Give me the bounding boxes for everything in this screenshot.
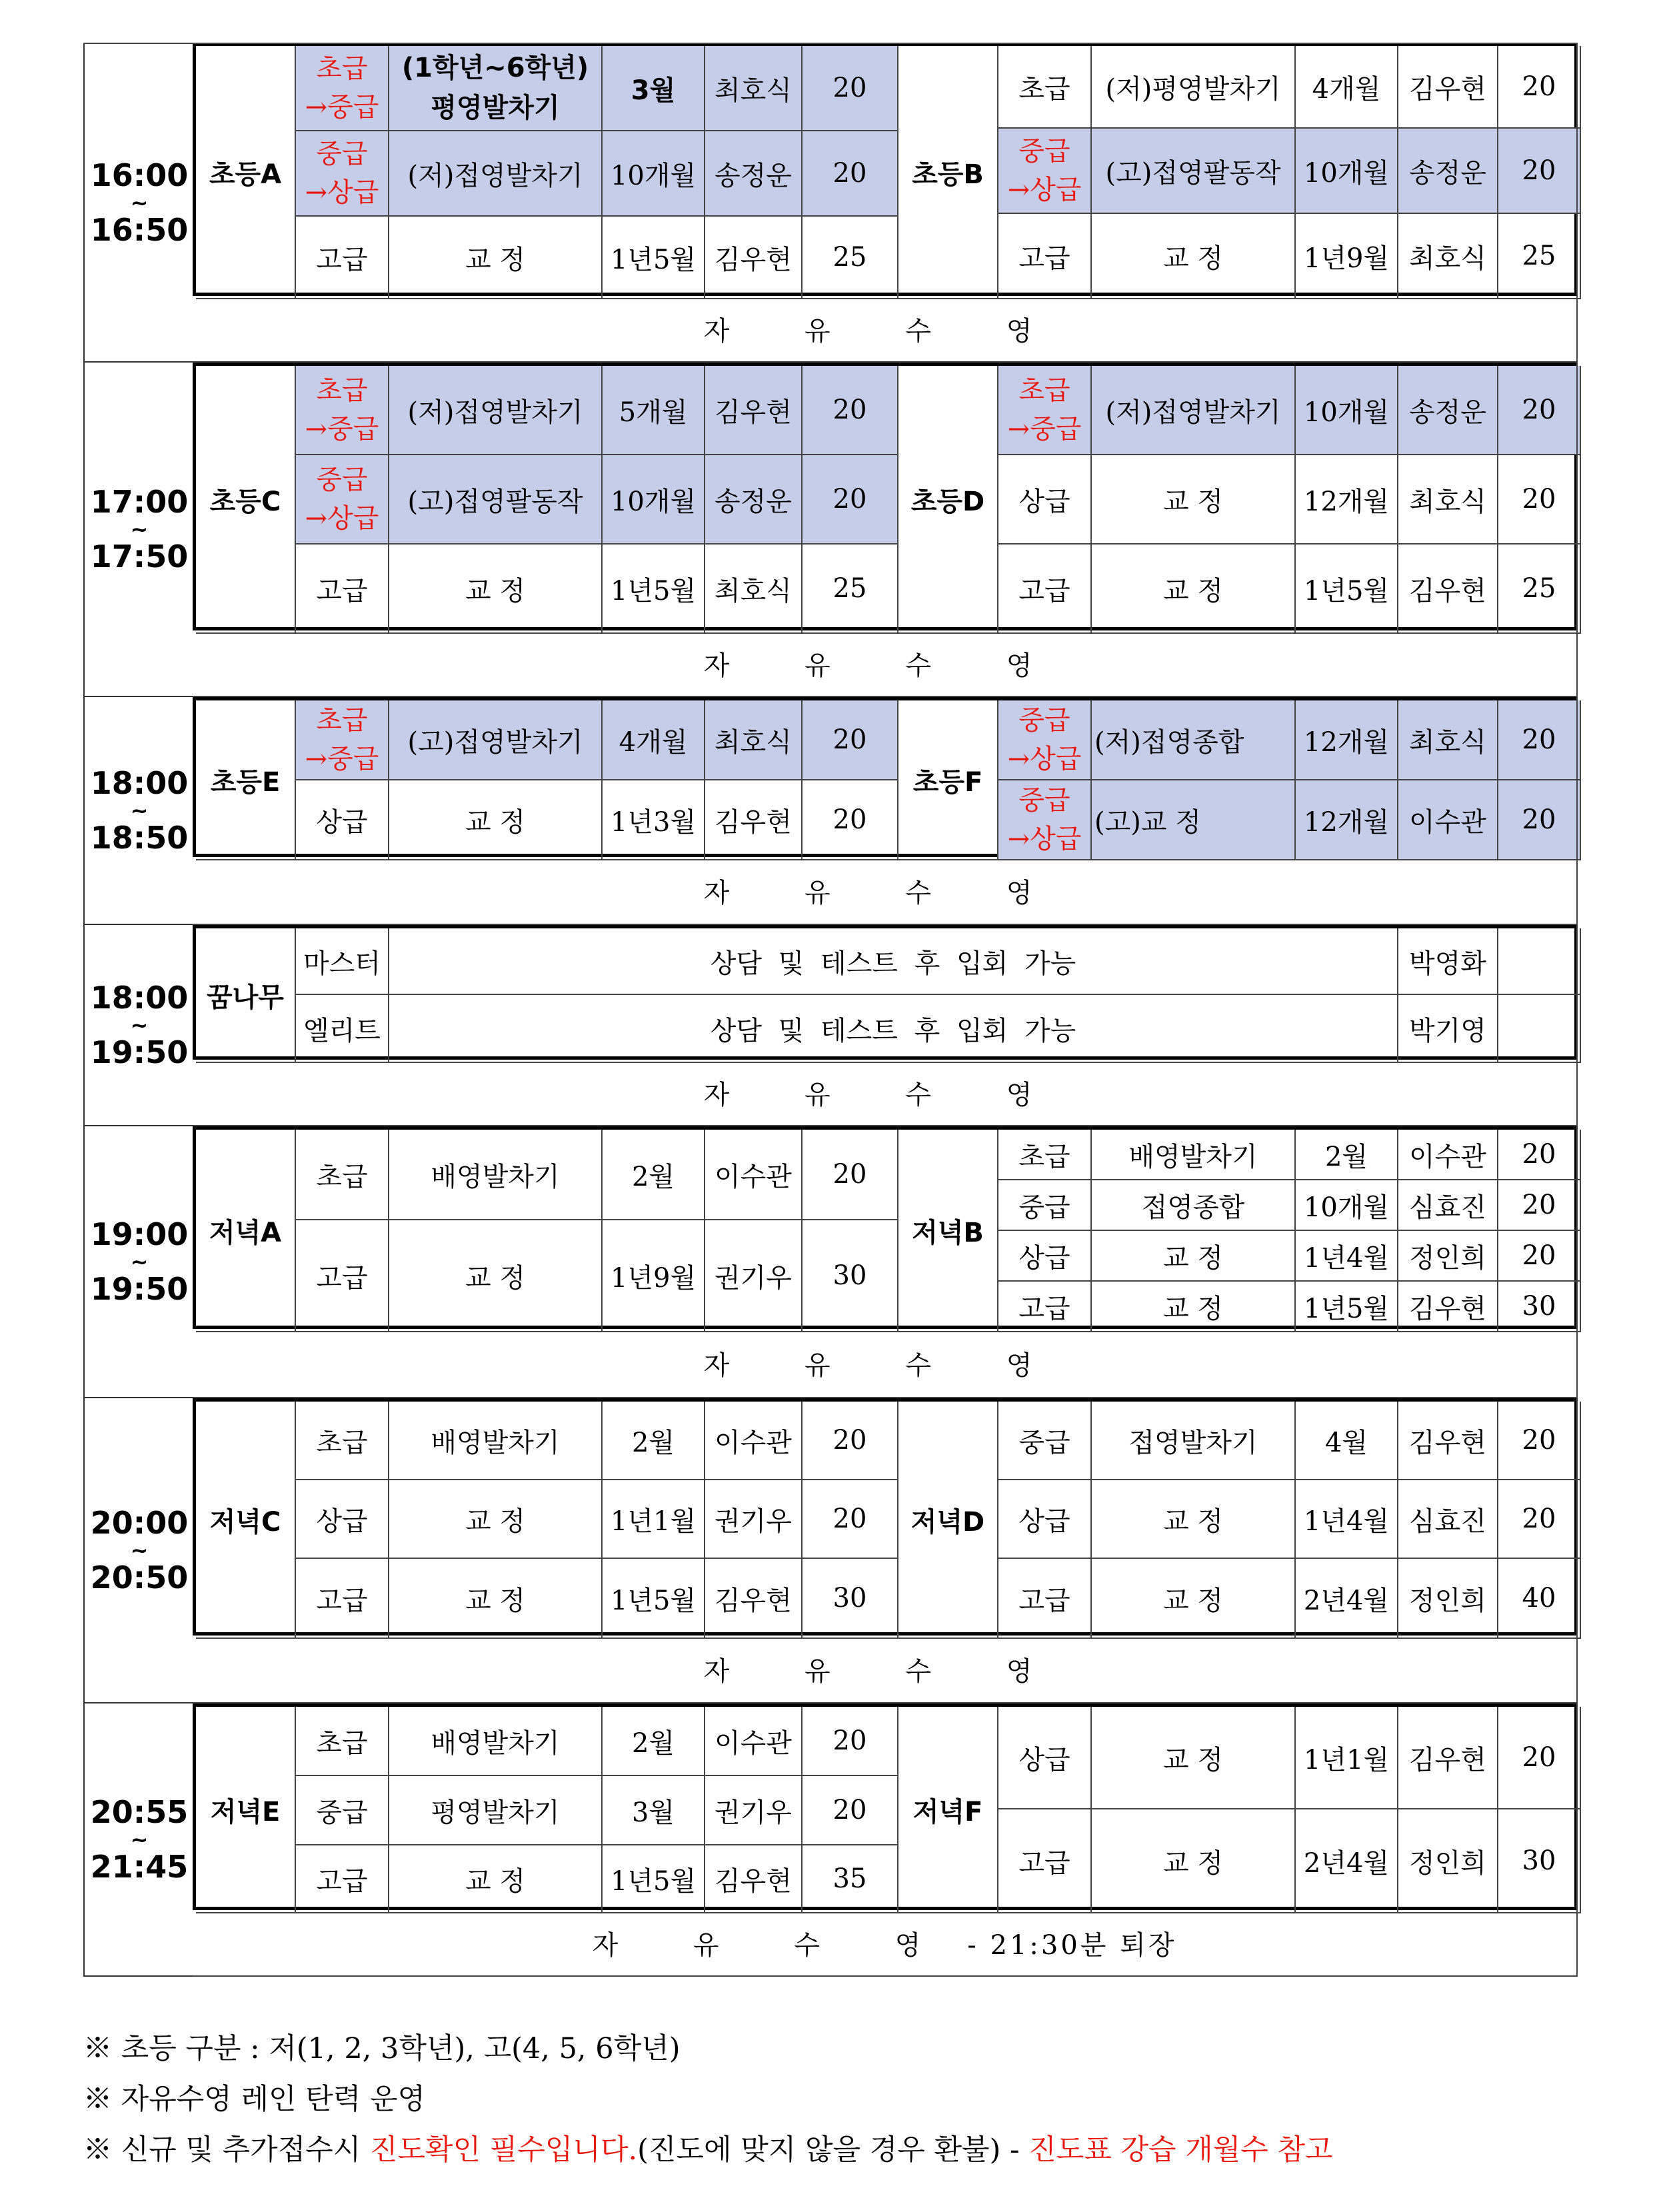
tilde: ~: [130, 1012, 149, 1038]
class-name: 저녁F: [898, 1707, 998, 1913]
end-time: 16:50: [90, 212, 189, 248]
note-lane-operation: ※ 자유수영 레인 탄력 운영: [83, 2083, 426, 2116]
duration: 4월: [1296, 1402, 1398, 1480]
note-progress-reference: 진도표 강습 개월수 참고: [1028, 2133, 1333, 2167]
capacity: 20: [803, 46, 898, 131]
teacher: 박기영: [1398, 995, 1498, 1063]
free-swim-label: 자 유 수 영: [703, 650, 1066, 681]
teacher: 송정운: [1398, 129, 1498, 214]
start-time: 17:00: [90, 484, 189, 520]
free-swim-label: 자 유 수 영: [703, 315, 1066, 347]
block-panel: [193, 1703, 1578, 1977]
duration: 10개월: [603, 131, 705, 217]
teacher: 김우현: [705, 1845, 803, 1913]
level: 초급: [296, 1130, 389, 1220]
course: (저)평영발차기: [1092, 46, 1296, 129]
capacity: 20: [803, 1707, 898, 1776]
level: 초급: [296, 1707, 389, 1776]
capacity: 20: [1498, 46, 1581, 129]
level: [296, 46, 389, 131]
capacity: 20: [1498, 366, 1581, 455]
capacity: 20: [1498, 129, 1581, 214]
teacher: 이수관: [1398, 780, 1498, 860]
duration: 2월: [603, 1402, 705, 1480]
course: 교 정: [1092, 1282, 1296, 1332]
course: [389, 46, 603, 131]
line: →상급: [1007, 175, 1082, 205]
teacher: 심효진: [1398, 1180, 1498, 1231]
table-right-edge: [1576, 43, 1578, 1975]
capacity: 20: [803, 1130, 898, 1220]
course: 배영발차기: [1092, 1130, 1296, 1180]
duration: 1년5월: [1296, 545, 1398, 634]
free-swim-row: [193, 1060, 1578, 1126]
level: [296, 455, 389, 545]
capacity: 20: [1498, 1480, 1581, 1559]
teacher: 정인희: [1398, 1559, 1498, 1639]
duration: 1년1월: [1296, 1707, 1398, 1809]
course: 교 정: [389, 780, 603, 860]
level: 고급: [296, 1220, 389, 1332]
tilde: ~: [130, 798, 149, 823]
level: 초급: [998, 1130, 1092, 1180]
course: 교 정: [1092, 1231, 1296, 1282]
line: 평영발차기: [431, 93, 560, 123]
line: 중급: [1018, 705, 1070, 736]
class-grid: [193, 925, 1578, 1060]
teacher: 권기우: [705, 1776, 803, 1845]
teacher: 최호식: [705, 545, 803, 634]
capacity: 20: [1498, 1130, 1581, 1180]
level: 고급: [998, 1809, 1092, 1913]
free-swim-row: [193, 857, 1578, 925]
level: 상급: [998, 1231, 1092, 1282]
level: 상급: [998, 455, 1092, 545]
capacity-empty: [1498, 995, 1581, 1063]
capacity: 30: [1498, 1809, 1581, 1913]
free-swim-row: [193, 1329, 1578, 1398]
line: (1학년~6학년): [401, 53, 589, 83]
course: 교 정: [1092, 214, 1296, 299]
level: 고급: [296, 545, 389, 634]
course: 교 정: [389, 1220, 603, 1332]
duration: 4개월: [603, 700, 705, 780]
teacher: 김우현: [705, 366, 803, 455]
time-block: [0, 1703, 1653, 1977]
level: [296, 700, 389, 780]
teacher: 송정운: [705, 455, 803, 545]
tilde: ~: [130, 1827, 149, 1852]
time-block: [0, 1126, 1653, 1398]
course: 교 정: [1092, 1809, 1296, 1913]
capacity: 25: [803, 217, 898, 299]
start-time: 20:00: [90, 1505, 189, 1541]
teacher: 김우현: [1398, 1707, 1498, 1809]
course: (저)접영종합: [1092, 700, 1296, 780]
block-panel: [193, 697, 1578, 925]
teacher: 김우현: [705, 217, 803, 299]
capacity: 20: [1498, 1707, 1581, 1809]
level: 고급: [998, 545, 1092, 634]
teacher: 김우현: [705, 780, 803, 860]
time-slot: [83, 1703, 194, 1977]
duration: 2월: [1296, 1130, 1398, 1180]
teacher: 권기우: [705, 1480, 803, 1559]
line: →중급: [1007, 414, 1082, 445]
duration: 12개월: [1296, 455, 1398, 545]
duration: 1년5월: [1296, 1282, 1398, 1332]
level: 고급: [296, 1845, 389, 1913]
time-slot: [83, 1398, 194, 1703]
duration: 10개월: [1296, 129, 1398, 214]
level: 중급: [296, 1776, 389, 1845]
teacher: 최호식: [1398, 700, 1498, 780]
capacity: 30: [803, 1220, 898, 1332]
teacher: 최호식: [705, 700, 803, 780]
class-name: 초등D: [898, 366, 998, 634]
line: 초급: [316, 53, 368, 84]
free-swim-row: [193, 1910, 1578, 1977]
capacity: 20: [803, 131, 898, 217]
level: [998, 700, 1092, 780]
course: 교 정: [389, 545, 603, 634]
teacher: 박영화: [1398, 928, 1498, 995]
free-swim-label: 자 유 수 영: [703, 877, 1066, 908]
time-block: [0, 363, 1653, 697]
free-swim-row: [193, 296, 1578, 363]
class-grid: [193, 363, 1578, 630]
level: 고급: [998, 1282, 1092, 1332]
start-time: 19:00: [90, 1216, 189, 1252]
teacher: 김우현: [1398, 545, 1498, 634]
capacity-empty: [1498, 928, 1581, 995]
duration: 2월: [603, 1130, 705, 1220]
level: 엘리트: [296, 995, 389, 1063]
level: 중급: [998, 1402, 1092, 1480]
teacher: 정인희: [1398, 1231, 1498, 1282]
duration: 1년9월: [603, 1220, 705, 1332]
description: 상담 및 테스트 후 입회 가능: [389, 928, 1398, 995]
end-time: 18:50: [90, 820, 189, 856]
capacity: 20: [803, 1402, 898, 1480]
capacity: 20: [1498, 455, 1581, 545]
teacher: 최호식: [705, 46, 803, 131]
course: 배영발차기: [389, 1130, 603, 1220]
line: 중급: [316, 465, 368, 495]
capacity: 30: [1498, 1282, 1581, 1332]
teacher: 김우현: [705, 1559, 803, 1639]
level: [998, 129, 1092, 214]
level: [296, 131, 389, 217]
line: 중급: [1018, 136, 1070, 167]
class-name: 저녁B: [898, 1130, 998, 1332]
duration: 3월: [603, 1776, 705, 1845]
duration: 3월: [603, 46, 705, 131]
free-swim-label: 자 유 수 영: [592, 1929, 954, 1961]
course: (고)접영발차기: [389, 700, 603, 780]
course: (저)접영발차기: [389, 366, 603, 455]
table-top-edge: [83, 43, 1578, 44]
free-swim-label: 자 유 수 영: [703, 1656, 1066, 1687]
course: 교 정: [1092, 1559, 1296, 1639]
time-slot: [83, 363, 194, 697]
teacher: 이수관: [705, 1130, 803, 1220]
level: 상급: [296, 780, 389, 860]
course: 배영발차기: [389, 1402, 603, 1480]
teacher: 김우현: [1398, 1282, 1498, 1332]
course: (고)교 정: [1092, 780, 1296, 860]
capacity: 35: [803, 1845, 898, 1913]
tilde: ~: [130, 517, 149, 542]
duration: 1년3월: [603, 780, 705, 860]
duration: 1년5월: [603, 545, 705, 634]
teacher: 권기우: [705, 1220, 803, 1332]
capacity: 20: [803, 1480, 898, 1559]
line: →상급: [1007, 824, 1082, 854]
end-time: 19:50: [90, 1034, 189, 1070]
start-time: 20:55: [90, 1794, 189, 1830]
class-grid: [193, 43, 1578, 296]
line: →상급: [305, 177, 379, 208]
class-grid: [193, 1126, 1578, 1329]
level: 고급: [296, 1559, 389, 1639]
level: [296, 366, 389, 455]
teacher: 심효진: [1398, 1480, 1498, 1559]
time-slot: [83, 43, 194, 363]
time-slot: [83, 1126, 194, 1398]
duration: 1년4월: [1296, 1231, 1398, 1282]
level: 초급: [296, 1402, 389, 1480]
duration: 1년5월: [603, 1845, 705, 1913]
capacity: 20: [803, 780, 898, 860]
time-block: [0, 925, 1653, 1126]
note-required-check: 진도확인 필수입니다.: [369, 2133, 638, 2167]
note-grade-division: ※ 초등 구분 : 저(1, 2, 3학년), 고(4, 5, 6학년): [83, 2032, 681, 2065]
class-grid: [193, 1398, 1578, 1636]
class-name: 초등B: [898, 46, 998, 299]
teacher: 송정운: [1398, 366, 1498, 455]
level: 상급: [296, 1480, 389, 1559]
free-swim-row: [193, 630, 1578, 697]
course: 접영종합: [1092, 1180, 1296, 1231]
course: 교 정: [389, 217, 603, 299]
capacity: 20: [1498, 1231, 1581, 1282]
teacher: 최호식: [1398, 214, 1498, 299]
capacity: 20: [803, 700, 898, 780]
line: 초급: [316, 375, 368, 406]
end-time: 21:45: [90, 1849, 189, 1885]
course: 교 정: [1092, 1707, 1296, 1809]
duration: 12개월: [1296, 780, 1398, 860]
course: (고)접영팔동작: [1092, 129, 1296, 214]
class-grid: [193, 1703, 1578, 1910]
note-refund: (진도에 맞지 않을 경우 환불) -: [637, 2133, 1029, 2167]
free-swim-label: 자 유 수 영: [703, 1350, 1066, 1381]
free-swim-row: [193, 1636, 1578, 1703]
capacity: 20: [1498, 700, 1581, 780]
teacher: 이수관: [705, 1707, 803, 1776]
course: 접영발차기: [1092, 1402, 1296, 1480]
time-block: [0, 43, 1653, 363]
class-name: 초등A: [196, 46, 296, 299]
line: →중급: [305, 92, 379, 123]
line: 중급: [1018, 785, 1070, 816]
level: 고급: [998, 214, 1092, 299]
block-panel: [193, 1398, 1578, 1703]
course: 교 정: [389, 1845, 603, 1913]
class-name: 저녁C: [196, 1402, 296, 1639]
end-time: 17:50: [90, 539, 189, 574]
end-time: 20:50: [90, 1560, 189, 1596]
end-time: 19:50: [90, 1271, 189, 1307]
line: 중급: [316, 139, 368, 169]
course: 평영발차기: [389, 1776, 603, 1845]
capacity: 20: [803, 455, 898, 545]
class-name: 저녁A: [196, 1130, 296, 1332]
duration: 2년4월: [1296, 1559, 1398, 1639]
time-slot: [83, 925, 194, 1126]
level: [998, 366, 1092, 455]
level: 고급: [296, 217, 389, 299]
teacher: 이수관: [705, 1402, 803, 1480]
note-registration-lead: ※ 신규 및 추가접수시: [83, 2133, 370, 2167]
duration: 10개월: [603, 455, 705, 545]
teacher: 김우현: [1398, 1402, 1498, 1480]
free-swim-label: 자 유 수 영: [703, 1079, 1066, 1110]
duration: 1년1월: [603, 1480, 705, 1559]
duration: 1년5월: [603, 1559, 705, 1639]
start-time: 18:00: [90, 980, 189, 1016]
duration: 1년4월: [1296, 1480, 1398, 1559]
duration: 2년4월: [1296, 1809, 1398, 1913]
course: 배영발차기: [389, 1707, 603, 1776]
teacher: 이수관: [1398, 1130, 1498, 1180]
line: 초급: [316, 705, 368, 736]
duration: 1년9월: [1296, 214, 1398, 299]
capacity: 20: [1498, 1402, 1581, 1480]
level: [998, 780, 1092, 860]
duration: 2월: [603, 1707, 705, 1776]
duration: 12개월: [1296, 700, 1398, 780]
duration: 10개월: [1296, 366, 1398, 455]
capacity: 20: [803, 366, 898, 455]
capacity: 20: [803, 1776, 898, 1845]
course: (저)접영발차기: [389, 131, 603, 217]
class-name: 꿈나무: [196, 928, 296, 1063]
class-name: 저녁D: [898, 1402, 998, 1639]
duration: 4개월: [1296, 46, 1398, 129]
block-panel: [193, 43, 1578, 363]
class-name: 초등F: [898, 700, 998, 860]
capacity: 40: [1498, 1559, 1581, 1639]
start-time: 16:00: [90, 157, 189, 193]
duration: 1년5월: [603, 217, 705, 299]
class-name: 저녁E: [196, 1707, 296, 1913]
time-slot: [83, 697, 194, 925]
course: 교 정: [1092, 545, 1296, 634]
course: 교 정: [1092, 1480, 1296, 1559]
note-registration: [83, 2127, 1333, 2168]
line: →상급: [1007, 744, 1082, 774]
teacher: 송정운: [705, 131, 803, 217]
line: 초급: [1018, 375, 1070, 406]
level: 상급: [998, 1480, 1092, 1559]
capacity: 30: [803, 1559, 898, 1639]
duration: 5개월: [603, 366, 705, 455]
tilde: ~: [130, 190, 149, 215]
class-grid: [193, 697, 1578, 857]
line: →상급: [305, 503, 379, 534]
level: 고급: [998, 1559, 1092, 1639]
description: 상담 및 테스트 후 입회 가능: [389, 995, 1398, 1063]
tilde: ~: [130, 1538, 149, 1563]
level: 마스터: [296, 928, 389, 995]
level: 중급: [998, 1180, 1092, 1231]
tilde: ~: [130, 1249, 149, 1274]
class-name: 초등E: [196, 700, 296, 860]
capacity: 25: [1498, 545, 1581, 634]
line: →중급: [305, 744, 379, 774]
block-panel: [193, 925, 1578, 1126]
capacity: 20: [1498, 1180, 1581, 1231]
class-name: 초등C: [196, 366, 296, 634]
level: 상급: [998, 1707, 1092, 1809]
course: (저)접영발차기: [1092, 366, 1296, 455]
line: →중급: [305, 414, 379, 445]
course: (고)접영팔동작: [389, 455, 603, 545]
start-time: 18:00: [90, 765, 189, 801]
teacher: 최호식: [1398, 455, 1498, 545]
time-block: [0, 1398, 1653, 1703]
block-panel: [193, 363, 1578, 697]
closing-time: - 21:30분 퇴장: [967, 1929, 1177, 1961]
capacity: 25: [803, 545, 898, 634]
level: 초급: [998, 46, 1092, 129]
capacity: 20: [1498, 780, 1581, 860]
time-block: [0, 697, 1653, 925]
block-panel: [193, 1126, 1578, 1398]
teacher: 정인희: [1398, 1809, 1498, 1913]
duration: 10개월: [1296, 1180, 1398, 1231]
capacity: 25: [1498, 214, 1581, 299]
course: 교 정: [1092, 455, 1296, 545]
course: 교 정: [389, 1480, 603, 1559]
course: 교 정: [389, 1559, 603, 1639]
teacher: 김우현: [1398, 46, 1498, 129]
